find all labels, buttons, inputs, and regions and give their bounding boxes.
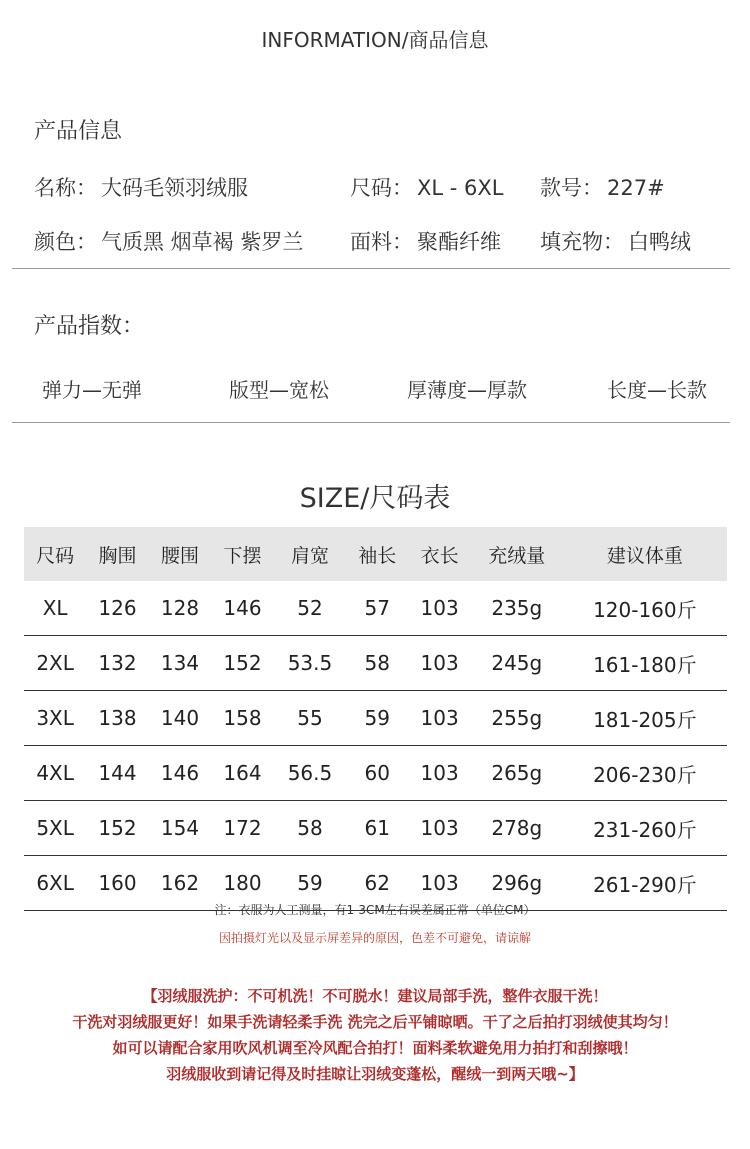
size-table	[24, 527, 727, 911]
table-cell: 162	[149, 856, 212, 911]
table-cell: 62	[346, 856, 408, 911]
table-cell: 180	[211, 856, 274, 911]
table-cell: 296g	[471, 856, 563, 911]
name-value: 大码毛领羽绒服	[101, 176, 248, 200]
table-cell: 61	[346, 801, 408, 856]
table-cell: 120-160斤	[563, 581, 727, 636]
table-cell: 103	[408, 746, 471, 801]
product-info-title: 产品信息	[34, 119, 123, 144]
size-range-field	[350, 172, 503, 202]
style-number-field	[540, 172, 665, 202]
table-cell: 59	[346, 691, 408, 746]
table-cell: 144	[86, 746, 149, 801]
divider	[12, 422, 730, 423]
table-cell: 103	[408, 581, 471, 636]
care-instructions-line: 干洗对羽绒服更好！如果手洗请轻柔手洗 洗完之后平铺晾晒。干了之后拍打羽绒使其均匀！	[72, 1013, 678, 1031]
col-header: 腰围	[149, 527, 212, 581]
filling-value: 白鸭绒	[628, 230, 691, 254]
index-fit: 版型—宽松	[229, 378, 329, 402]
size-range-label: 尺码：	[350, 176, 413, 200]
table-cell: 5XL	[24, 801, 86, 856]
name-field	[34, 172, 248, 202]
table-cell: XL	[24, 581, 86, 636]
table-cell: 152	[86, 801, 149, 856]
index-thickness: 厚薄度—厚款	[407, 378, 527, 402]
table-cell: 6XL	[24, 856, 86, 911]
table-cell: 172	[211, 801, 274, 856]
page-header-title: INFORMATION/商品信息	[261, 28, 489, 52]
table-cell: 126	[86, 581, 149, 636]
divider	[12, 268, 730, 269]
table-cell: 152	[211, 636, 274, 691]
style-number-value: 227#	[607, 176, 665, 200]
fabric-value: 聚酯纤维	[417, 230, 501, 254]
table-cell: 103	[408, 801, 471, 856]
col-header: 袖长	[346, 527, 408, 581]
size-chart-title: SIZE/尺码表	[299, 483, 451, 514]
measurement-note: 注：衣服为人工测量，有1-3CM左右误差属正常（单位CM）	[214, 903, 536, 917]
table-cell: 138	[86, 691, 149, 746]
table-row	[24, 636, 727, 691]
table-cell: 56.5	[274, 746, 346, 801]
index-elasticity: 弹力—无弹	[42, 378, 142, 402]
col-header: 衣长	[408, 527, 471, 581]
table-cell: 160	[86, 856, 149, 911]
fabric-field	[350, 226, 501, 256]
table-cell: 55	[274, 691, 346, 746]
table-cell: 58	[346, 636, 408, 691]
table-cell: 255g	[471, 691, 563, 746]
color-label: 颜色：	[34, 230, 97, 254]
table-cell: 53.5	[274, 636, 346, 691]
col-header: 建议体重	[563, 527, 727, 581]
table-cell: 140	[149, 691, 212, 746]
style-number-label: 款号：	[540, 176, 603, 200]
table-cell: 235g	[471, 581, 563, 636]
table-row	[24, 581, 727, 636]
table-cell: 4XL	[24, 746, 86, 801]
filling-label: 填充物：	[540, 230, 624, 254]
table-cell: 278g	[471, 801, 563, 856]
col-header: 下摆	[211, 527, 274, 581]
care-instructions-line: 【羽绒服洗护：不可机洗！不可脱水！建议局部手洗，整件衣服干洗！	[142, 987, 608, 1005]
table-cell: 146	[149, 746, 212, 801]
table-cell: 146	[211, 581, 274, 636]
table-cell: 134	[149, 636, 212, 691]
product-index-title: 产品指数：	[34, 314, 145, 339]
table-cell: 206-230斤	[563, 746, 727, 801]
table-row	[24, 801, 727, 856]
table-cell: 265g	[471, 746, 563, 801]
table-cell: 181-205斤	[563, 691, 727, 746]
color-difference-note: 因拍摄灯光以及显示屏差异的原因，色差不可避免，请谅解	[218, 931, 531, 945]
table-cell: 161-180斤	[563, 636, 727, 691]
col-header: 充绒量	[471, 527, 563, 581]
table-cell: 58	[274, 801, 346, 856]
table-row	[24, 691, 727, 746]
name-label: 名称：	[34, 176, 97, 200]
table-cell: 103	[408, 636, 471, 691]
table-header-row	[24, 527, 727, 581]
table-cell: 128	[149, 581, 212, 636]
table-cell: 154	[149, 801, 212, 856]
table-cell: 2XL	[24, 636, 86, 691]
care-instructions-line: 如可以请配合家用吹风机调至冷风配合拍打！面料柔软避免用力拍打和刮擦哦！	[112, 1039, 638, 1057]
table-cell: 164	[211, 746, 274, 801]
fabric-label: 面料：	[350, 230, 413, 254]
filling-field	[540, 226, 691, 256]
table-cell: 3XL	[24, 691, 86, 746]
table-cell: 59	[274, 856, 346, 911]
care-instructions-line: 羽绒服收到请记得及时挂晾让羽绒变蓬松，醒绒一到两天哦~】	[166, 1065, 584, 1083]
table-cell: 261-290斤	[563, 856, 727, 911]
color-value: 气质黑 烟草褐 紫罗兰	[101, 230, 304, 254]
table-cell: 158	[211, 691, 274, 746]
table-row	[24, 746, 727, 801]
table-cell: 57	[346, 581, 408, 636]
table-cell: 103	[408, 856, 471, 911]
size-range-value: XL - 6XL	[417, 176, 504, 200]
table-cell: 60	[346, 746, 408, 801]
table-cell: 103	[408, 691, 471, 746]
color-field	[34, 226, 303, 256]
index-length: 长度—长款	[607, 378, 707, 402]
col-header: 尺码	[24, 527, 86, 581]
table-cell: 231-260斤	[563, 801, 727, 856]
table-cell: 132	[86, 636, 149, 691]
table-cell: 245g	[471, 636, 563, 691]
col-header: 肩宽	[274, 527, 346, 581]
col-header: 胸围	[86, 527, 149, 581]
table-cell: 52	[274, 581, 346, 636]
